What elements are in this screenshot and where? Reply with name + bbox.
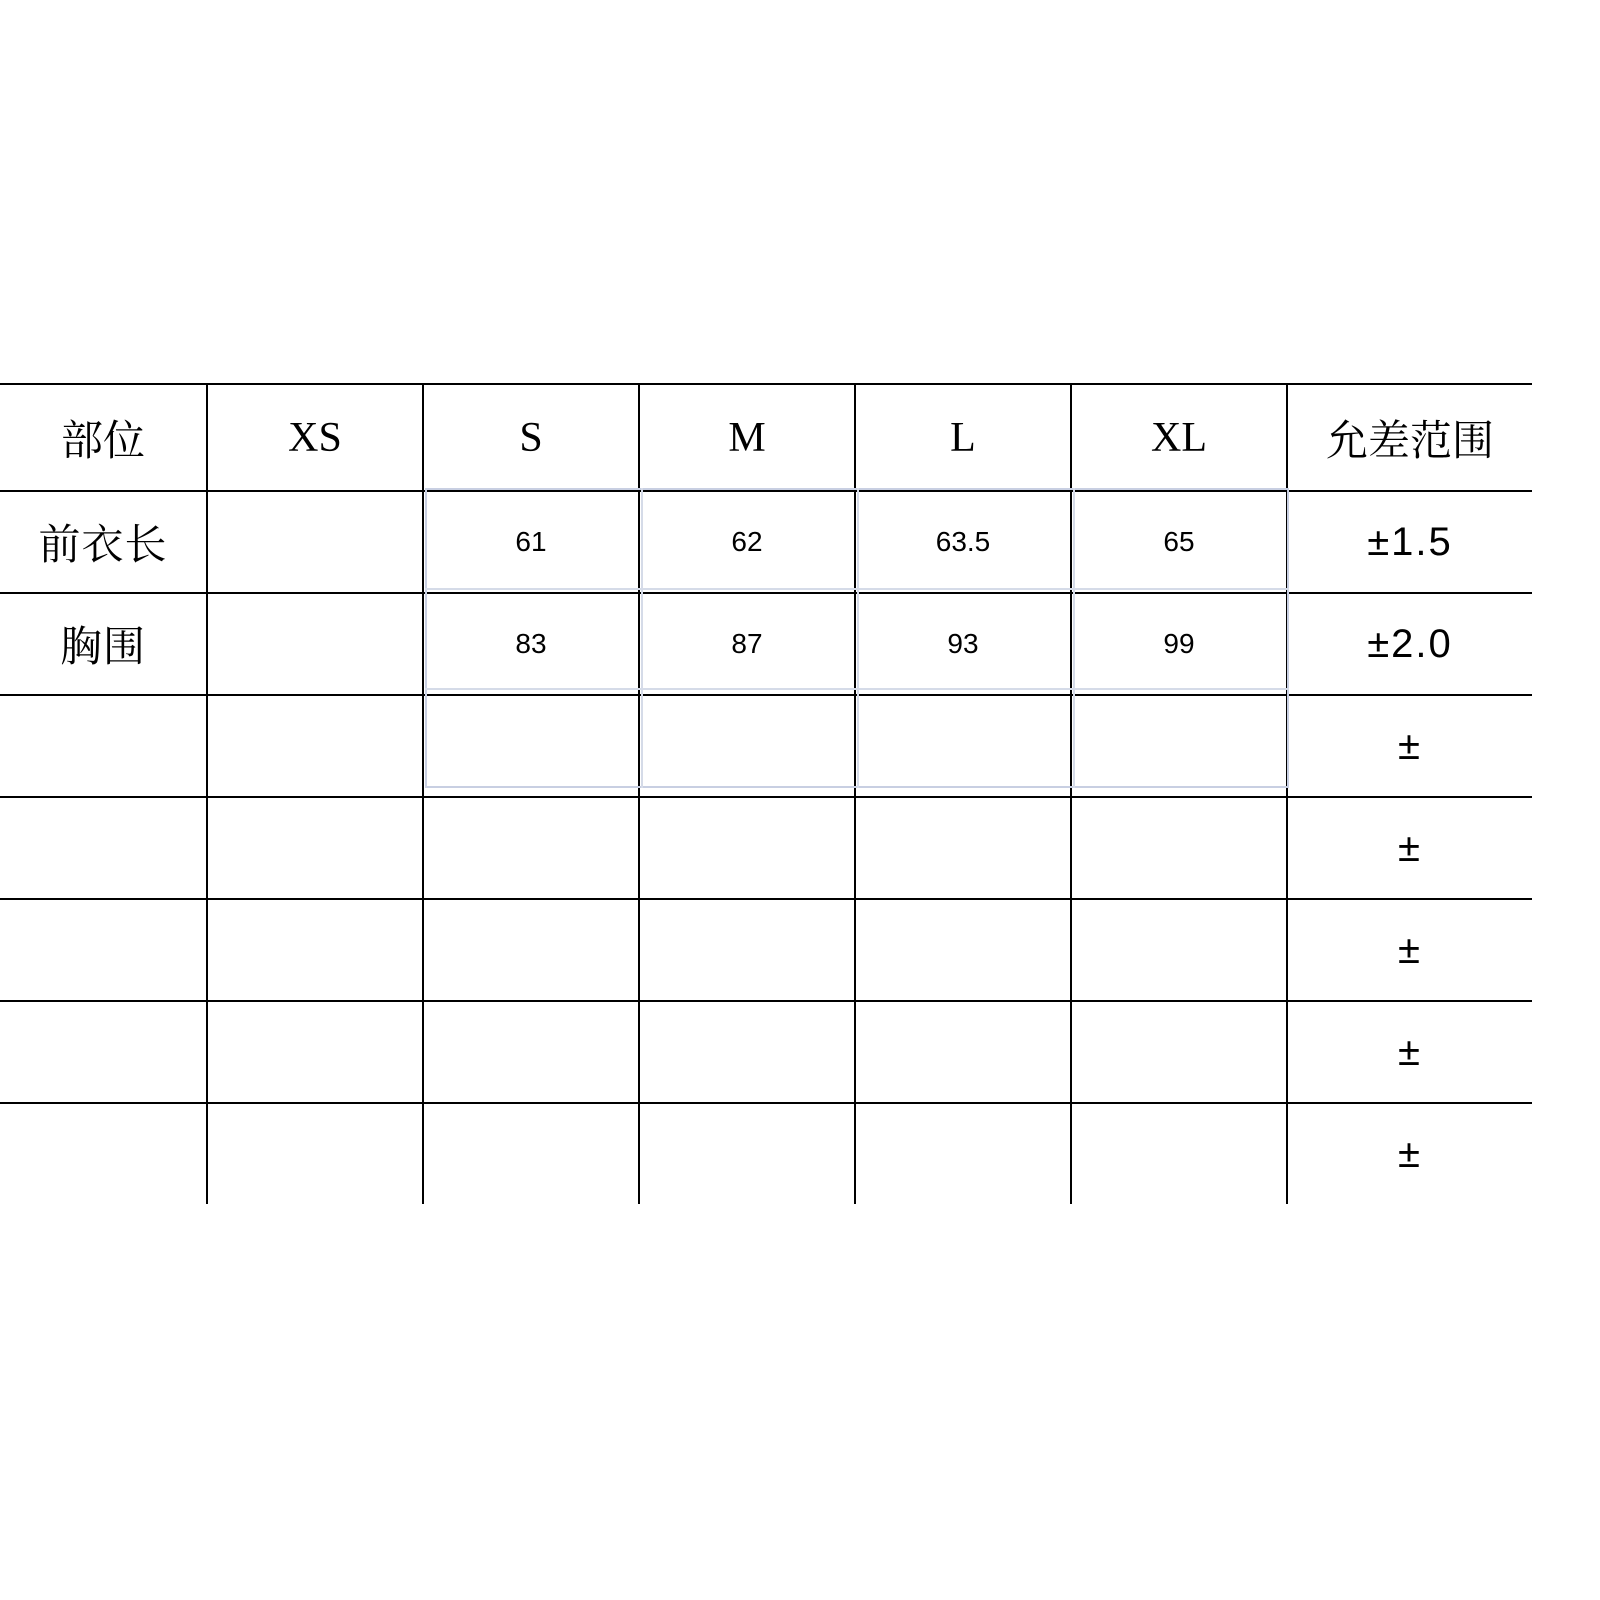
cell-s bbox=[423, 695, 639, 797]
cell-m bbox=[639, 695, 855, 797]
table-row bbox=[0, 1103, 1532, 1204]
cell-m bbox=[639, 1001, 855, 1103]
cell-tolerance: ± bbox=[1287, 1103, 1532, 1204]
size-measurement-table bbox=[0, 383, 1532, 1204]
row-label bbox=[0, 899, 207, 1001]
cell-xl: 65 bbox=[1071, 491, 1287, 593]
cell-tolerance: ± bbox=[1287, 899, 1532, 1001]
cell-xl bbox=[1071, 797, 1287, 899]
cell-xs bbox=[207, 695, 423, 797]
table-row bbox=[0, 1001, 1532, 1103]
row-label: 前衣长 bbox=[0, 491, 207, 593]
cell-s bbox=[423, 1001, 639, 1103]
cell-xl: 99 bbox=[1071, 593, 1287, 695]
cell-s: 83 bbox=[423, 593, 639, 695]
cell-xl bbox=[1071, 1001, 1287, 1103]
size-spec-sheet bbox=[0, 383, 1600, 1204]
row-label bbox=[0, 1103, 207, 1204]
row-label bbox=[0, 797, 207, 899]
table-row bbox=[0, 593, 1532, 695]
cell-xl bbox=[1071, 695, 1287, 797]
table-header-row bbox=[0, 384, 1532, 491]
table-row bbox=[0, 797, 1532, 899]
table-row bbox=[0, 695, 1532, 797]
header-xl: XL bbox=[1071, 384, 1287, 491]
row-label bbox=[0, 695, 207, 797]
header-part: 部位 bbox=[0, 384, 207, 491]
cell-m bbox=[639, 797, 855, 899]
cell-tolerance: ±2.0 bbox=[1287, 593, 1532, 695]
cell-l bbox=[855, 797, 1071, 899]
cell-xl bbox=[1071, 899, 1287, 1001]
cell-xs bbox=[207, 899, 423, 1001]
cell-l bbox=[855, 1001, 1071, 1103]
cell-m: 87 bbox=[639, 593, 855, 695]
cell-l bbox=[855, 695, 1071, 797]
cell-xs bbox=[207, 491, 423, 593]
cell-l bbox=[855, 1103, 1071, 1204]
header-xs: XS bbox=[207, 384, 423, 491]
cell-xl bbox=[1071, 1103, 1287, 1204]
cell-tolerance: ± bbox=[1287, 797, 1532, 899]
cell-xs bbox=[207, 1103, 423, 1204]
cell-l bbox=[855, 899, 1071, 1001]
cell-s bbox=[423, 1103, 639, 1204]
cell-s: 61 bbox=[423, 491, 639, 593]
cell-s bbox=[423, 899, 639, 1001]
cell-tolerance: ± bbox=[1287, 695, 1532, 797]
table-row bbox=[0, 899, 1532, 1001]
cell-m bbox=[639, 899, 855, 1001]
cell-s bbox=[423, 797, 639, 899]
cell-xs bbox=[207, 797, 423, 899]
cell-tolerance: ± bbox=[1287, 1001, 1532, 1103]
cell-tolerance: ±1.5 bbox=[1287, 491, 1532, 593]
row-label: 胸围 bbox=[0, 593, 207, 695]
cell-m: 62 bbox=[639, 491, 855, 593]
header-l: L bbox=[855, 384, 1071, 491]
table-row bbox=[0, 491, 1532, 593]
header-s: S bbox=[423, 384, 639, 491]
row-label bbox=[0, 1001, 207, 1103]
header-tolerance: 允差范围 bbox=[1287, 384, 1532, 491]
cell-m bbox=[639, 1103, 855, 1204]
cell-l: 63.5 bbox=[855, 491, 1071, 593]
cell-xs bbox=[207, 593, 423, 695]
cell-xs bbox=[207, 1001, 423, 1103]
cell-l: 93 bbox=[855, 593, 1071, 695]
header-m: M bbox=[639, 384, 855, 491]
